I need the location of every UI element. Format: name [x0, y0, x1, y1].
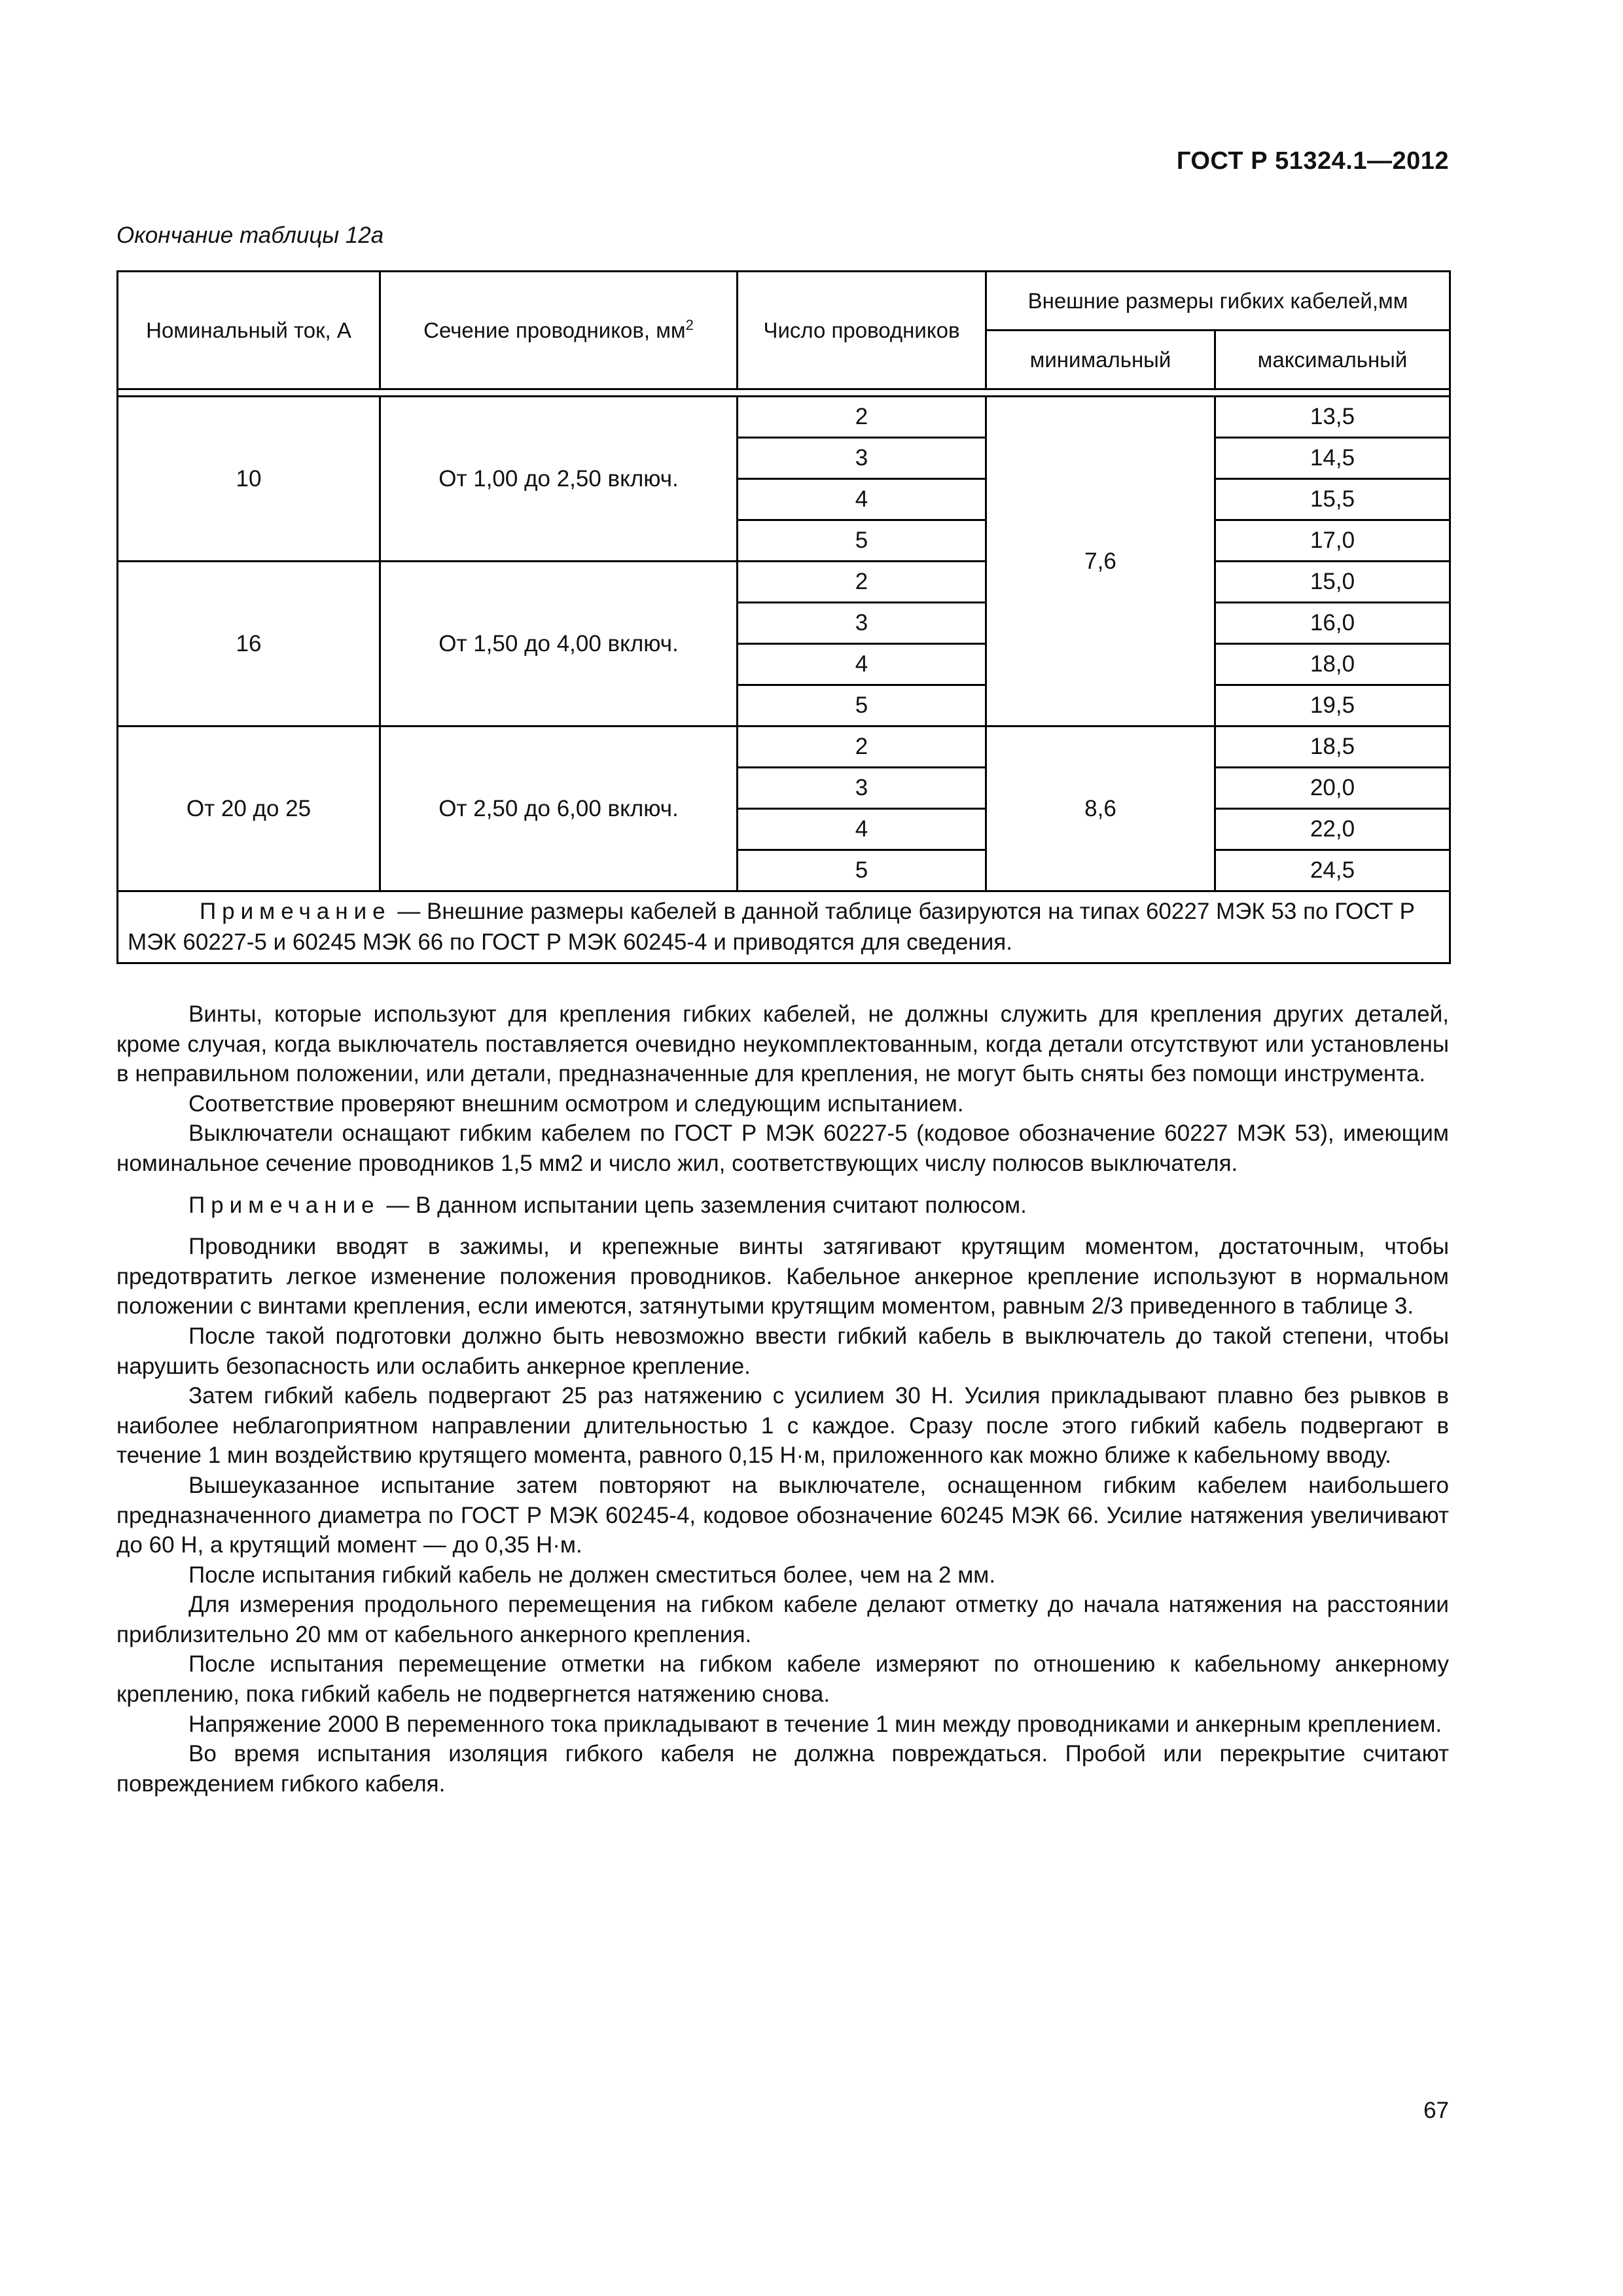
cell-max-dimension: 22,0: [1215, 809, 1450, 850]
note-text: — В данном испытании цепь заземления считают полюсом.: [380, 1192, 1027, 1218]
cell-min-dimension: 7,6: [986, 397, 1215, 726]
paragraph: Во время испытания изоляция гибкого кабеля не должна повреждаться. Пробой или перекрытие считают повреждением гибкого кабеля.: [116, 1741, 1449, 1797]
note-text: — Внешние размеры кабелей в данной таблице базируются на типах 60227 МЭК 53 по ГОСТ Р МЭК 60227-5 и 60245 МЭК 66 по ГОСТ Р МЭК 60245-4 и приводятся для сведения.: [128, 899, 1416, 956]
cell-current: 10: [118, 397, 380, 562]
cell-section: От 1,00 до 2,50 включ.: [380, 397, 738, 562]
cell-max-dimension: 19,5: [1215, 685, 1450, 726]
paragraph: Напряжение 2000 В переменного тока прикладывают в течение 1 мин между проводниками и анкерным креплением.: [188, 1711, 1442, 1737]
cell-count: 3: [738, 768, 986, 809]
cell-count: 2: [738, 562, 986, 603]
table-row: [118, 726, 1450, 768]
paragraph: Проводники вводят в зажимы, и крепежные винты затягивают крутящим моментом, достаточным, чтобы предотвратить легкое изменение положения проводников. Кабельное анкерное крепление используют в нормальном положении с винтами крепления, если имеются, затянутыми крутящим моментом, равным 2/3 приведенного в таблице 3.: [116, 1234, 1449, 1319]
cell-section: От 2,50 до 6,00 включ.: [380, 726, 738, 891]
note-paragraph: [116, 1191, 1449, 1221]
cell-count: 4: [738, 479, 986, 520]
table-note-row: [118, 891, 1450, 963]
paragraph: После испытания перемещение отметки на гибком кабеле измеряют по отношению к кабельному анкерному креплению, пока гибкий кабель не подвергнется натяжению снова.: [116, 1651, 1449, 1708]
document-code: ГОСТ Р 51324.1—2012: [1176, 147, 1449, 175]
paragraph: Вышеуказанное испытание затем повторяют на выключателе, оснащенном гибким кабелем наибольшего предназначенного диаметра по ГОСТ Р МЭК 60245-4, кодовое обозначение 60245 МЭК 66. Усилие натяжения увеличивают до 60 Н, а крутящий момент — до 0,35 Н·м.: [116, 1472, 1449, 1558]
paragraph: После испытания гибкий кабель не должен сместиться более, чем на 2 мм.: [188, 1562, 996, 1588]
header-external-dimensions: Внешние размеры гибких кабелей,мм: [986, 272, 1450, 331]
cell-max-dimension: 18,5: [1215, 726, 1450, 768]
cell-count: 5: [738, 685, 986, 726]
cell-max-dimension: 18,0: [1215, 644, 1450, 685]
note-label: Примечание: [200, 899, 391, 924]
cell-count: 3: [738, 438, 986, 479]
header-conductor-count: Число проводников: [738, 272, 986, 389]
cell-max-dimension: 20,0: [1215, 768, 1450, 809]
table-note: [118, 891, 1450, 963]
cell-max-dimension: 15,5: [1215, 479, 1450, 520]
cell-current: 16: [118, 562, 380, 726]
header-maximum: максимальный: [1215, 331, 1450, 389]
cell-max-dimension: 13,5: [1215, 397, 1450, 438]
paragraph: Винты, которые используют для крепления гибких кабелей, не должны служить для крепления других деталей, кроме случая, когда выключатель поставляется очевидно неукомплектованным, когда детали отсутствуют или установлены в неправильном положении, или детали, предназначенные для крепления, не могут быть сняты без помощи инструмента.: [116, 1001, 1449, 1087]
table-row: [118, 397, 1450, 438]
cell-min-dimension: 8,6: [986, 726, 1215, 891]
page-number: 67: [1423, 2098, 1449, 2123]
body-text: [116, 999, 1449, 1799]
cell-count: 2: [738, 726, 986, 768]
cell-count: 2: [738, 397, 986, 438]
cell-count: 4: [738, 644, 986, 685]
table-caption: Окончание таблицы 12а: [116, 223, 384, 248]
cell-current: От 20 до 25: [118, 726, 380, 891]
cell-section: От 1,50 до 4,00 включ.: [380, 562, 738, 726]
header-minimum: минимальный: [986, 331, 1215, 389]
cell-count: 5: [738, 520, 986, 562]
cell-count: 3: [738, 603, 986, 644]
paragraph: Выключатели оснащают гибким кабелем по ГОСТ Р МЭК 60227-5 (кодовое обозначение 60227 МЭК 53), имеющим номинальное сечение проводников 1,5 мм2 и число жил, соответствующих числу полюсов выключателя.: [116, 1121, 1449, 1176]
cell-max-dimension: 15,0: [1215, 562, 1450, 603]
header-separator: [118, 389, 1450, 397]
cell-count: 4: [738, 809, 986, 850]
paragraph: Соответствие проверяют внешним осмотром и следующим испытанием.: [188, 1090, 964, 1117]
paragraph: Для измерения продольного перемещения на гибком кабеле делают отметку до начала натяжения на расстоянии приблизительно 20 мм от кабельного анкерного крепления.: [116, 1592, 1449, 1647]
cell-count: 5: [738, 850, 986, 891]
table-row: [118, 562, 1450, 603]
cell-max-dimension: 14,5: [1215, 438, 1450, 479]
header-conductor-section: Сечение проводников, $мм^2$: [380, 272, 738, 389]
paragraph: Затем гибкий кабель подвергают 25 раз натяжению с усилием 30 Н. Усилия прикладывают плавно без рывков в наиболее неблагоприятном направлении длительностью 1 с каждое. Сразу после этого гибкий кабель подвергают в течение 1 мин воздействию крутящего момента, равного 0,15 Н·м, приложенного как можно ближе к кабельному вводу.: [116, 1383, 1449, 1469]
header-rated-current: Номинальный ток, А: [118, 272, 380, 389]
cell-max-dimension: 16,0: [1215, 603, 1450, 644]
cell-max-dimension: 24,5: [1215, 850, 1450, 891]
note-label: Примечание: [188, 1192, 380, 1218]
cell-max-dimension: 17,0: [1215, 520, 1450, 562]
paragraph: После такой подготовки должно быть невозможно ввести гибкий кабель в выключатель до такой степени, чтобы нарушить безопасность или ослабить анкерное крепление.: [116, 1323, 1449, 1379]
cable-dimensions-table: [116, 270, 1451, 964]
